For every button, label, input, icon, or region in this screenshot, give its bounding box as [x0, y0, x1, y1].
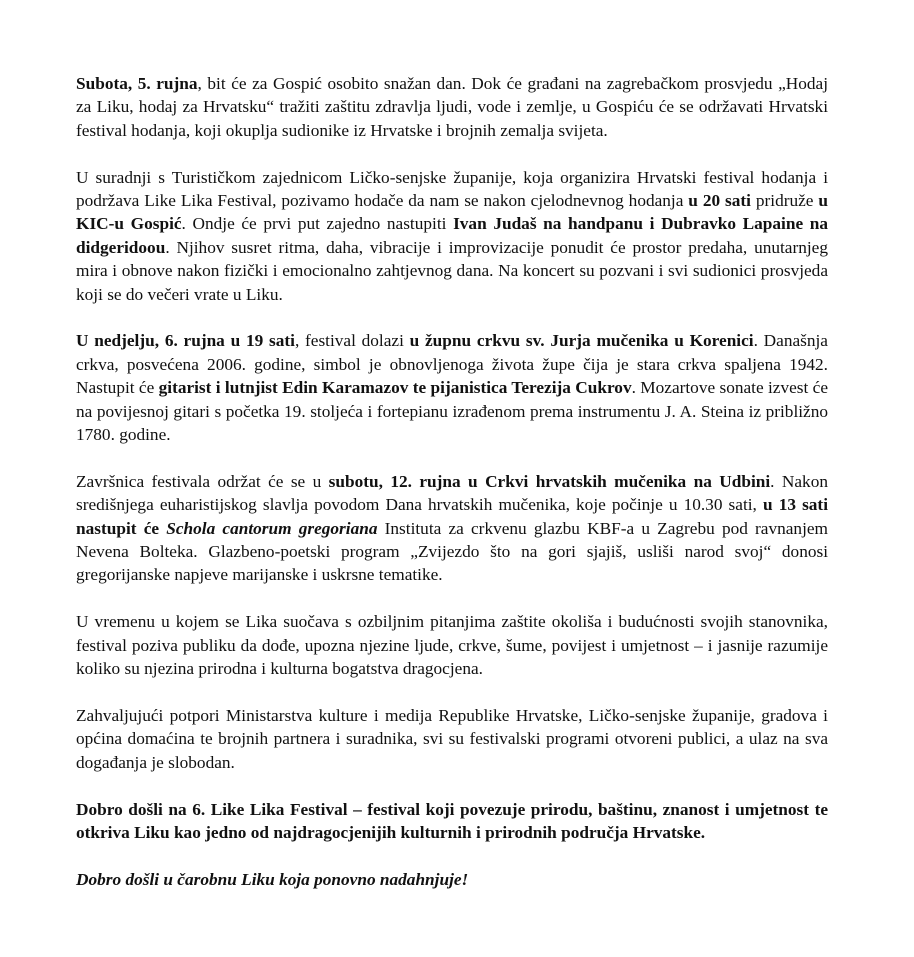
- performers-highlight: gitarist i lutnjist Edin Karamazov te pijanistica Terezija Cukrov: [158, 378, 632, 398]
- time-highlight: u 13 sati nastupit će: [76, 495, 828, 538]
- paragraph-text: . Današnja crkva, posvećena 2006. godine, simbol je obnovljenoga života župe čija je stara crkva spaljena 1942. Nastupit će: [76, 331, 828, 398]
- paragraph-text: Završnica festivala održat će se u: [76, 471, 329, 491]
- date-sunday: U nedjelju, 6. rujna u 19 sati: [76, 331, 295, 351]
- closing-line: Dobro došli u čarobnu Liku koja ponovno nadahnjuje!: [76, 869, 469, 889]
- paragraph-text: . Ondje će prvi put zajedno nastupiti: [181, 214, 454, 234]
- paragraph-text: , bit će za Gospić osobito snažan dan. Dok će građani na zagrebačkom prosvjedu „Hodaj za Liku, hodaj za Hrvatsku“ tražiti zaštitu zdravlja ljudi, vode i zemlje, u Gospiću će se održavati Hrvatski festival hodanja, koji okuplja sudionike iz Hrvatske i brojnih zemalja svijeta.: [76, 74, 828, 140]
- time-highlight: u 20 sati: [688, 191, 751, 211]
- paragraph-text: U suradnji s Turističkom zajednicom Ličko-senjske županije, koja organizira Hrvatski festival hodanja i podržava Like Lika Festival, pozivamo hodače da nam se nakon cjelodnevnog hodanja: [76, 167, 828, 211]
- paragraph-text: . Mozartove sonate izvest će na povijesnoj gitari s početka 19. stoljeća i fortepianu izrađenom prema instrumentu J. A. Steina iz približno 1780. godine.: [76, 378, 828, 445]
- paragraph-text: Instituta za crkvenu glazbu KBF-a u Zagrebu pod ravnanjem Nevena Bolteka. Glazbeno-poetski program „Zvijezdo što na gori sjajiš, usliši narod svoj“ donosi gregorijanske napjeve marijanske i uskrsne tematike.: [76, 518, 828, 585]
- paragraph-environment: U vremenu u kojem se Lika suočava s ozbiljnim pitanjima zaštite okoliša i budućnosti svojih stanovnika, festival poziva publiku da dođe, upozna njezine ljude, crkve, šume, povijest i umjetnost – i jasnije razumije koliko su njezina prirodna i kulturna bogatstva dragocjena.: [76, 612, 828, 679]
- date-saturday: Subota, 5. rujna: [76, 74, 198, 93]
- paragraph-text: pridruže: [750, 191, 819, 211]
- paragraph-text: , festival dolazi: [294, 331, 410, 351]
- date-finale: subotu, 12. rujna u Crkvi hrvatskih mučenika na Udbini: [328, 471, 771, 491]
- venue-highlight: u župnu crkvu sv. Jurja mučenika u Korenici: [409, 331, 754, 351]
- paragraph-text: . Njihov susret ritma, daha, vibracije i improvizacije ponudit će prostor predaha, unutarnjeg mira i obnove nakon fizički i emocionalno zahtjevnog dana. Na koncert su pozvani i svi sudionici prosvjeda koji se do večeri vrate u Liku.: [76, 237, 828, 304]
- ensemble-name: Schola cantorum gregoriana: [166, 518, 378, 538]
- paragraph-udbina: [76, 470, 828, 587]
- paragraph-welcome: Dobro došli na 6. Like Lika Festival – festival koji povezuje prirodu, baštinu, znanost i umjetnost te otkriva Liku kao jedno od najdragocjenijih kulturnih i prirodnih područja Hrvatske.: [76, 799, 828, 842]
- paragraph-acknowledgements: Zahvaljujući potpori Ministarstva kulture i medija Republike Hrvatske, Ličko-senjske županije, gradova i općina domaćina te brojnih partnera i suradnika, svi su festivalski programi otvoreni publici, a ulaz na sva događanja je slobodan.: [76, 705, 828, 772]
- paragraph-kic-concert: [76, 166, 828, 306]
- document-body: [76, 72, 828, 915]
- performers-highlight: Ivan Judaš na handpanu i Dubravko Lapaine na didgeridoou: [76, 214, 829, 257]
- venue-highlight: u KIC-u Gospić: [76, 191, 828, 234]
- paragraph-gospic: [76, 72, 828, 142]
- paragraph-text: . Nakon središnjega euharistijskog slavlja povodom Dana hrvatskih mučenika, koje počinje u 10.30 sati,: [76, 471, 828, 515]
- paragraph-korenica: [76, 329, 828, 446]
